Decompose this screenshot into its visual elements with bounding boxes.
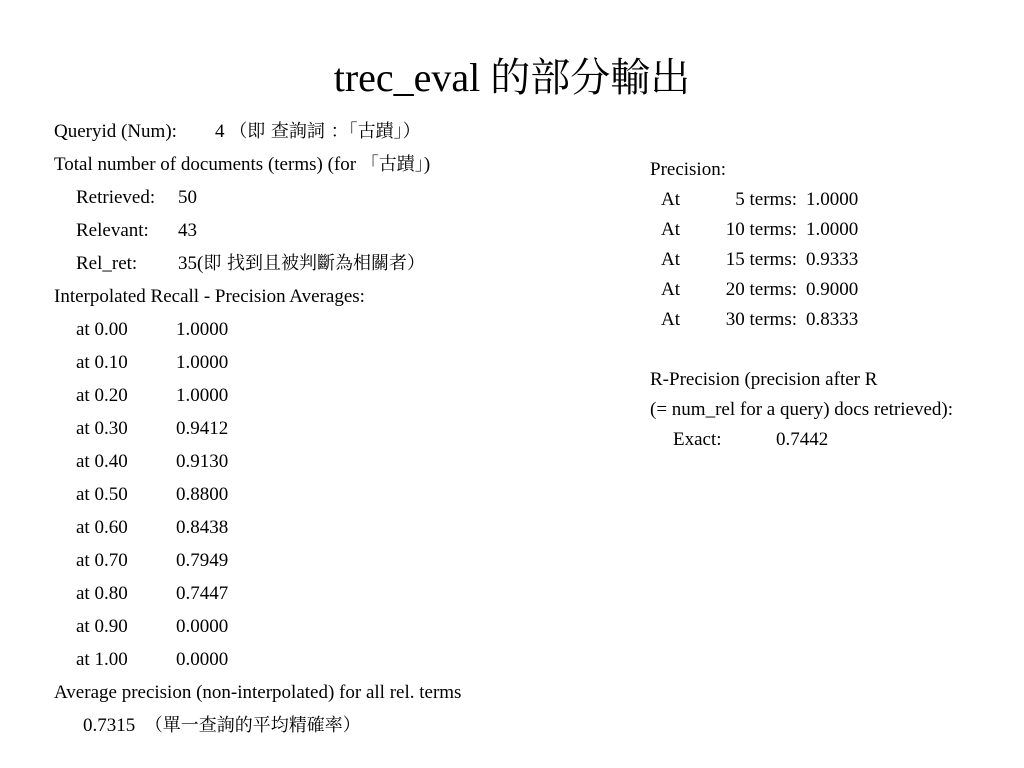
total-docs-term: 「古蹟」 bbox=[360, 154, 424, 175]
recall-precision: 0.7949 bbox=[176, 550, 229, 571]
recall-level: at 0.00 bbox=[76, 319, 128, 340]
total-docs-line bbox=[54, 148, 624, 181]
recall-row bbox=[54, 379, 624, 412]
recall-precision: 0.0000 bbox=[176, 616, 229, 637]
r-precision-line1: R-Precision (precision after R bbox=[650, 369, 878, 390]
recall-row bbox=[54, 544, 624, 577]
query-label: Queryid (Num): bbox=[54, 121, 177, 142]
query-note: （即 查詢詞 ：「古蹟」） bbox=[229, 121, 421, 142]
recall-level: at 0.30 bbox=[76, 418, 128, 439]
precision-row bbox=[650, 215, 1024, 245]
count-label: Rel_ret: bbox=[76, 253, 138, 274]
exact-value: 0.7442 bbox=[776, 429, 829, 450]
recall-precision: 0.9130 bbox=[176, 451, 229, 472]
recall-row bbox=[54, 610, 624, 643]
recall-level: at 0.90 bbox=[76, 616, 128, 637]
recall-level: at 1.00 bbox=[76, 649, 128, 670]
precision-heading: Precision: bbox=[650, 159, 726, 180]
count-row-relevant bbox=[54, 214, 624, 247]
recall-precision: 1.0000 bbox=[176, 385, 229, 406]
precision-table bbox=[650, 185, 1024, 335]
total-docs-close: ) bbox=[423, 154, 431, 175]
average-line bbox=[54, 709, 624, 742]
recall-row bbox=[54, 577, 624, 610]
recall-level: at 0.20 bbox=[76, 385, 128, 406]
total-docs-text: Total number of documents (terms) (for bbox=[54, 154, 357, 175]
precision-value: 1.0000 bbox=[806, 189, 859, 210]
precision-row bbox=[650, 305, 1024, 335]
slide-title: trec_eval 的部分輸出 bbox=[333, 55, 691, 100]
precision-row bbox=[650, 275, 1024, 305]
precision-value: 0.9000 bbox=[806, 279, 859, 300]
precision-at: At bbox=[661, 189, 680, 210]
precision-terms: 5 terms: bbox=[735, 189, 797, 210]
recall-level: at 0.10 bbox=[76, 352, 128, 373]
precision-value: 0.9333 bbox=[806, 249, 859, 270]
average-value: 0.7315 bbox=[83, 715, 136, 736]
count-value: 43 bbox=[178, 220, 197, 241]
precision-at: At bbox=[661, 309, 680, 330]
count-label: Relevant: bbox=[76, 220, 149, 241]
recall-precision: 0.7447 bbox=[176, 583, 229, 604]
recall-row bbox=[54, 643, 624, 676]
exact-line bbox=[650, 425, 1024, 455]
recall-precision: 0.9412 bbox=[176, 418, 229, 439]
count-row-retrieved bbox=[54, 181, 624, 214]
interpolated-heading: Interpolated Recall - Precision Averages: bbox=[54, 286, 365, 307]
recall-level: at 0.60 bbox=[76, 517, 128, 538]
recall-row bbox=[54, 445, 624, 478]
precision-at: At bbox=[661, 279, 680, 300]
average-heading: Average precision (non-interpolated) for all rel. terms bbox=[54, 682, 462, 703]
recall-level: at 0.80 bbox=[76, 583, 128, 604]
precision-value: 1.0000 bbox=[806, 219, 859, 240]
average-note: （單一查詢的平均精確率） bbox=[144, 715, 361, 736]
recall-row bbox=[54, 346, 624, 379]
recall-level: at 0.70 bbox=[76, 550, 128, 571]
count-value: 35( bbox=[178, 253, 204, 274]
precision-terms: 15 terms: bbox=[725, 249, 797, 270]
recall-level: at 0.50 bbox=[76, 484, 128, 505]
precision-value: 0.8333 bbox=[806, 309, 859, 330]
exact-label: Exact: bbox=[673, 429, 722, 450]
count-label: Retrieved: bbox=[76, 187, 156, 208]
precision-terms: 10 terms: bbox=[725, 219, 797, 240]
precision-terms: 30 terms: bbox=[725, 309, 797, 330]
precision-row bbox=[650, 185, 1024, 215]
recall-precision: 1.0000 bbox=[176, 319, 229, 340]
recall-level: at 0.40 bbox=[76, 451, 128, 472]
spacer bbox=[650, 335, 1024, 365]
recall-row bbox=[54, 511, 624, 544]
interpolated-table bbox=[54, 313, 624, 676]
precision-terms: 20 terms: bbox=[725, 279, 797, 300]
count-note: 即 找到且被判斷為相關者） bbox=[203, 253, 426, 274]
recall-row bbox=[54, 313, 624, 346]
recall-precision: 1.0000 bbox=[176, 352, 229, 373]
recall-row bbox=[54, 478, 624, 511]
right-column bbox=[650, 155, 1024, 455]
precision-row bbox=[650, 245, 1024, 275]
recall-row bbox=[54, 412, 624, 445]
query-value: 4 bbox=[214, 121, 225, 142]
recall-precision: 0.8800 bbox=[176, 484, 229, 505]
r-precision-line2: (= num_rel for a query) docs retrieved): bbox=[650, 399, 953, 420]
left-column bbox=[54, 115, 624, 742]
precision-at: At bbox=[661, 219, 680, 240]
count-value: 50 bbox=[178, 187, 197, 208]
query-line bbox=[54, 115, 624, 148]
count-row-rel-ret bbox=[54, 247, 624, 280]
precision-at: At bbox=[661, 249, 680, 270]
recall-precision: 0.8438 bbox=[176, 517, 229, 538]
recall-precision: 0.0000 bbox=[176, 649, 229, 670]
